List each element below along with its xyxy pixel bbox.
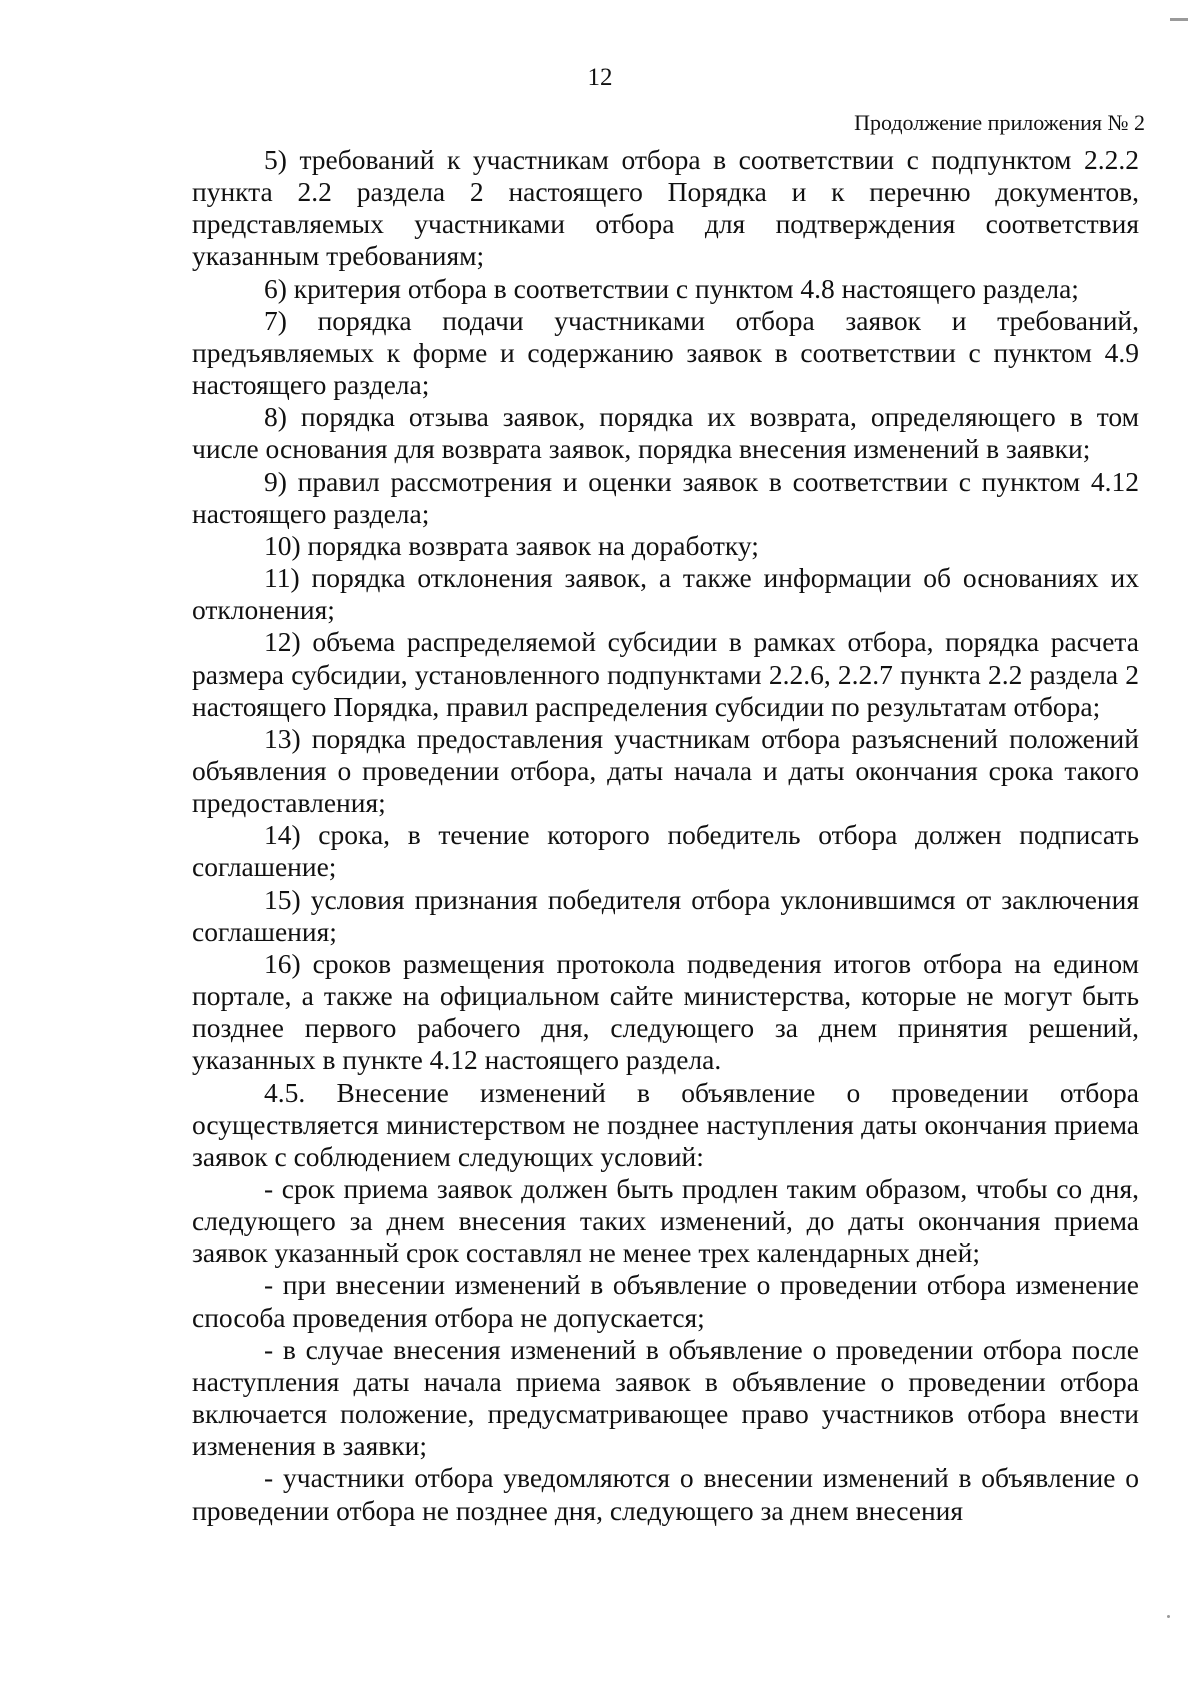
item-10-paragraph: 10) порядка возврата заявок на доработку; xyxy=(264,529,759,561)
section-4-5-paragraph: 4.5. Внесение изменений в объявление о проведении отбора осуществляется министерством не позднее наступления даты окончания приема заявок с соблюдением следующих условий: xyxy=(192,1076,1139,1172)
condition-method-unchanged: - при внесении изменений в объявление о проведении отбора изменение способа проведения отбора не допускается; xyxy=(192,1269,1139,1333)
page-number: 12 xyxy=(587,64,613,91)
item-13-paragraph: 13) порядка предоставления участникам отбора разъяснений положений объявления о проведении отбора, даты начала и даты окончания срока такого предоставления; xyxy=(192,722,1139,819)
item-15-paragraph: 15) условия признания победителя отбора уклонившимся от заключения соглашения; xyxy=(192,883,1139,947)
item-5-paragraph: 5) требований к участникам отбора в соответствии с подпунктом 2.2.2 пункта 2.2 раздела 2 настоящего Порядка и к перечню документов, представляемых участниками отбора для подтверждения соответствия указанным требованиям; xyxy=(192,144,1139,272)
item-9-paragraph: 9) правил рассмотрения и оценки заявок в соответствии с пунктом 4.12 настоящего раздела; xyxy=(192,465,1139,529)
item-11-paragraph: 11) порядка отклонения заявок, а также информации об основаниях их отклонения; xyxy=(192,562,1139,626)
scan-artifact xyxy=(1170,18,1188,21)
item-6-paragraph: 6) критерия отбора в соответствии с пунктом 4.8 настоящего раздела; xyxy=(264,272,1079,304)
scan-artifact-dot xyxy=(1167,1615,1170,1618)
condition-extend-deadline: - срок приема заявок должен быть продлен таким образом, чтобы со дня, следующего за днем внесения таких изменений, до даты окончания приема заявок указанный срок составлял не менее трех календарных дней; xyxy=(192,1173,1139,1269)
condition-amend-applications: - в случае внесения изменений в объявление о проведении отбора после наступления даты начала приема заявок в объявление о проведении отбора включается положение, предусматривающее право участников отбора внести изменения в заявки; xyxy=(192,1333,1139,1462)
item-8-paragraph: 8) порядка отзыва заявок, порядка их возврата, определяющего в том числе основания для возврата заявок, порядка внесения изменений в заявки; xyxy=(192,401,1139,465)
item-14-paragraph: 14) срока, в течение которого победитель отбора должен подписать соглашение; xyxy=(192,819,1139,883)
condition-notify-participants: - участники отбора уведомляются о внесении изменений в объявление о проведении отбора не позднее дня, следующего за днем внесения xyxy=(192,1462,1139,1526)
document-body xyxy=(192,144,1139,1527)
continuation-label: Продолжение приложения № 2 xyxy=(854,110,1145,135)
item-7-paragraph: 7) порядка подачи участниками отбора заявок и требований, предъявляемых к форме и содержанию заявок в соответствии с пунктом 4.9 настоящего раздела; xyxy=(192,304,1139,401)
item-16-paragraph: 16) сроков размещения протокола подведения итогов отбора на едином портале, а также на официальном сайте министерства, которые не могут быть позднее первого рабочего дня, следующего за днем принятия решений, указанных в пункте 4.12 настоящего раздела. xyxy=(192,947,1139,1076)
item-12-paragraph: 12) объема распределяемой субсидии в рамках отбора, порядка расчета размера субсидии, установленного подпунктами 2.2.6, 2.2.7 пункта 2.2 раздела 2 настоящего Порядка, правил распределения субсидии по результатам отбора; xyxy=(192,626,1139,722)
